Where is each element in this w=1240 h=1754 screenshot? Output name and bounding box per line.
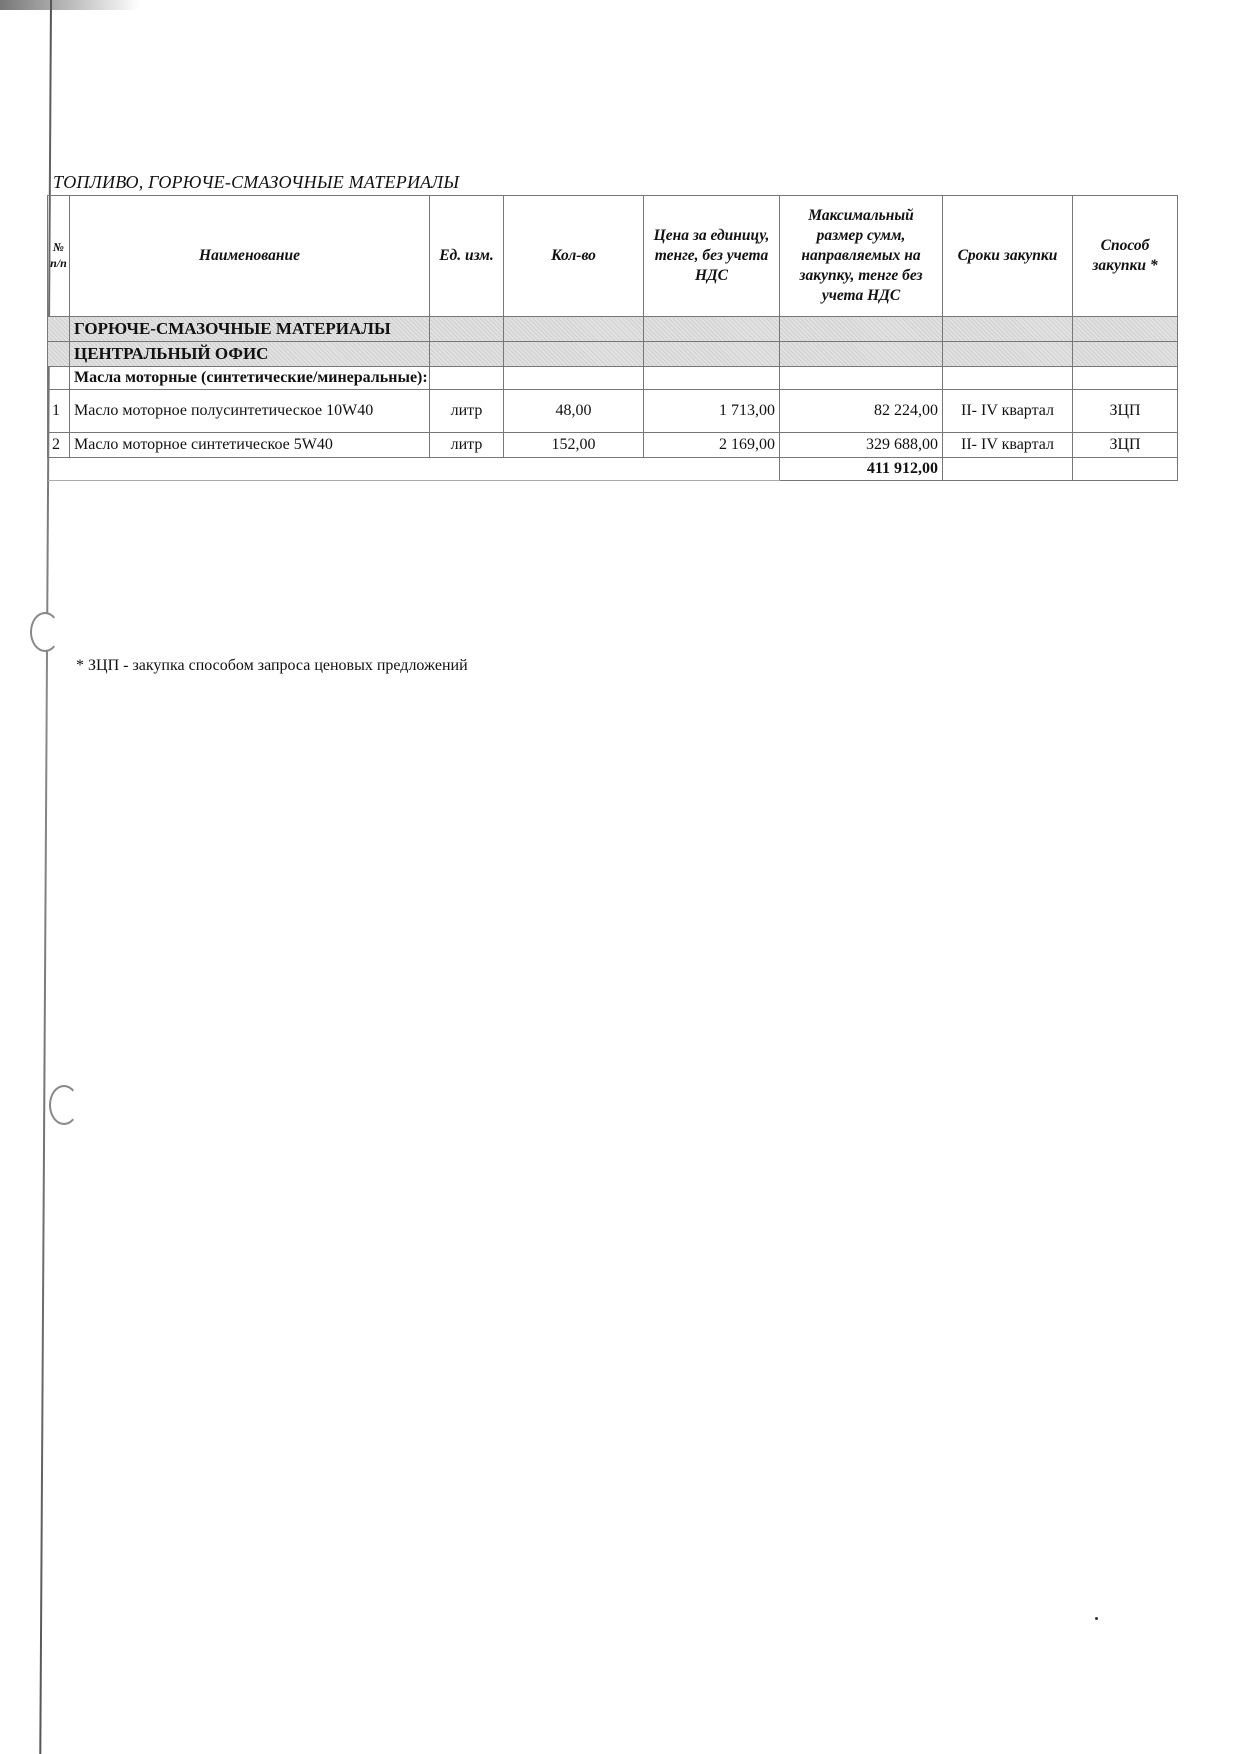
header-max-amount: Максимальный размер сумм, направляемых на закупку, тенге без учета НДС — [780, 196, 943, 317]
table-header-row — [48, 196, 1178, 317]
row-number: 1 — [48, 390, 70, 433]
item-method: ЗЦП — [1073, 390, 1178, 433]
header-quantity: Кол-во — [504, 196, 644, 317]
department-row — [48, 342, 1178, 367]
punch-hole-top — [30, 612, 60, 652]
item-unit: литр — [430, 433, 504, 458]
category-row — [48, 317, 1178, 342]
scan-edge-shadow — [0, 0, 140, 10]
item-term: II- IV квартал — [943, 433, 1073, 458]
item-method: ЗЦП — [1073, 433, 1178, 458]
item-quantity: 48,00 — [504, 390, 644, 433]
footnote: * ЗЦП - закупка способом запроса ценовых предложений — [76, 657, 468, 674]
header-method: Способ закупки * — [1073, 196, 1178, 317]
item-price: 1 713,00 — [644, 390, 780, 433]
table-row — [48, 390, 1178, 433]
header-term: Сроки закупки — [943, 196, 1073, 317]
subcategory-label: Масла моторные (синтетические/минеральные): — [70, 367, 430, 390]
item-name: Масло моторное синтетическое 5W40 — [70, 433, 430, 458]
procurement-table — [47, 195, 1178, 481]
total-row — [48, 458, 1178, 481]
item-quantity: 152,00 — [504, 433, 644, 458]
item-amount: 329 688,00 — [780, 433, 943, 458]
subcategory-row — [48, 367, 1178, 390]
total-amount: 411 912,00 — [780, 458, 943, 481]
header-unit: Ед. изм. — [430, 196, 504, 317]
header-unit-price: Цена за единицу, тенге, без учета НДС — [644, 196, 780, 317]
item-unit: литр — [430, 390, 504, 433]
department-label: ЦЕНТРАЛЬНЫЙ ОФИС — [70, 342, 430, 367]
item-name: Масло моторное полусинтетическое 10W40 — [70, 390, 430, 433]
header-name: Наименование — [70, 196, 430, 317]
punch-hole-bottom — [49, 1085, 79, 1125]
header-number: № п/п — [48, 196, 70, 317]
document-title: ТОПЛИВО, ГОРЮЧЕ-СМАЗОЧНЫЕ МАТЕРИАЛЫ — [53, 172, 460, 192]
table-row — [48, 433, 1178, 458]
scan-speck — [1095, 1617, 1098, 1620]
item-amount: 82 224,00 — [780, 390, 943, 433]
category-label: ГОРЮЧЕ-СМАЗОЧНЫЕ МАТЕРИАЛЫ — [70, 317, 430, 342]
row-number: 2 — [48, 433, 70, 458]
item-term: II- IV квартал — [943, 390, 1073, 433]
item-price: 2 169,00 — [644, 433, 780, 458]
